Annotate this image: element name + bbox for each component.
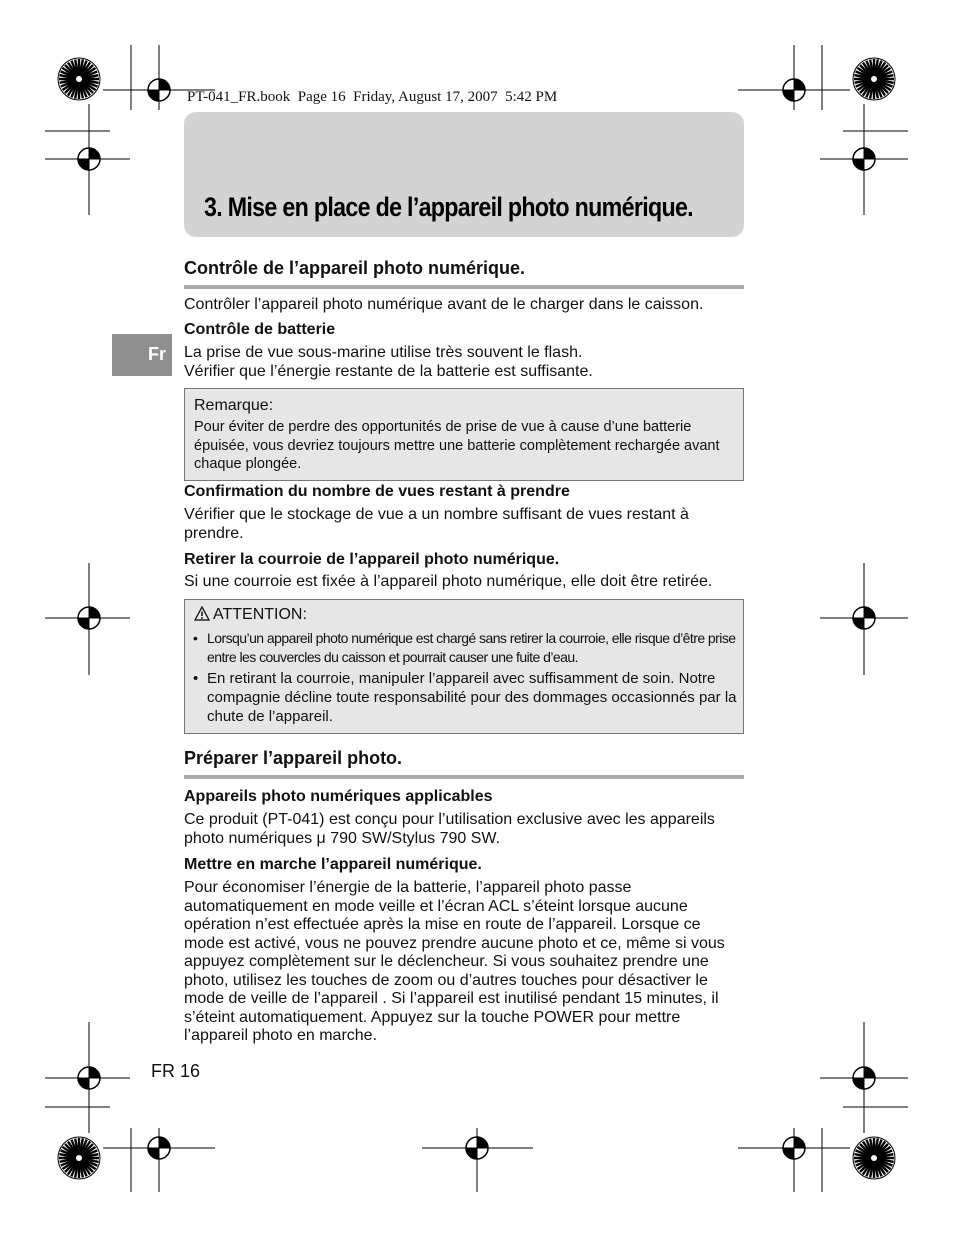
section-rule <box>184 285 744 289</box>
section-heading: Contrôle de l’appareil photo numérique. <box>184 258 526 278</box>
attention-bullet-text: En retirant la courroie, manipuler l’appareil avec suffisamment de soin. Notre compagnie décline toute responsabilité pour des dommages occasionnés par la chute de l’appareil. <box>207 670 737 725</box>
warning-icon <box>194 606 210 621</box>
attention-box <box>184 599 744 734</box>
chapter-title: 3. Mise en place de l’appareil photo numérique. <box>204 192 693 222</box>
bullet-dot: • <box>193 670 199 687</box>
language-tab-label: Fr <box>148 344 166 364</box>
attention-bullet-text: Lorsqu’un appareil photo numérique est chargé sans retirer la courroie, elle risque d’être prise entre les couvercles du caisson et pourrait causer une fuite d’eau. <box>207 630 736 665</box>
shots-text: Vérifier que le stockage de vue a un nombre suffisant de vues restant à prendre. <box>184 506 689 542</box>
section-heading: Préparer l’appareil photo. <box>184 748 403 768</box>
section-rule <box>184 775 744 779</box>
remark-box <box>184 388 744 481</box>
page-number: FR 16 <box>151 1061 201 1081</box>
book-header: PT-041_FR.book Page 16 Friday, August 17, 2007 5:42 PM <box>187 89 558 105</box>
attention-label: ATTENTION: <box>213 606 307 623</box>
attention-header <box>194 606 307 624</box>
remark-text: Pour éviter de perdre des opportunités de prise de vue à cause d’une batterie épuisée, vous devriez toujours mettre une batterie complètement rechargée avant chaque plongée. <box>194 419 720 472</box>
subsection-heading-strap: Retirer la courroie de l’appareil photo numérique. <box>184 551 560 568</box>
subsection-heading-battery: Contrôle de batterie <box>184 321 336 338</box>
section-intro: Contrôler l’appareil photo numérique avant de le charger dans le caisson. <box>184 296 704 313</box>
power-text: Pour économiser l’énergie de la batterie, l’appareil photo passe automatiquement en mode veille et l’écran ACL s’éteint lorsque aucune opération n’est effectuée après la mise en route de l’appareil. Lorsque ce mode est activé, vous ne pouvez prendre aucune photo et ce, même si vous appuyez complètement sur le déclencheur. Si vous souhaitez prendre une photo, utilisez les touches de zoom ou d’autres touches pour désactiver le mode de veille de l’appareil . Si l’appareil est inutilisé pendant 15 minutes, il s’éteint automatiquement. Appuyez sur la touche POWER pour mettre l’appareil photo en marche. <box>184 879 725 1044</box>
language-tab <box>112 334 172 376</box>
battery-line-1: La prise de vue sous-marine utilise très souvent le flash. <box>184 344 583 361</box>
subsection-heading-power: Mettre en marche l’appareil numérique. <box>184 856 482 873</box>
subsection-heading-shots: Confirmation du nombre de vues restant à prendre <box>184 483 570 500</box>
chapter-banner <box>184 112 744 237</box>
cameras-text: Ce produit (PT-041) est conçu pour l’utilisation exclusive avec les appareils photo numériques μ 790 SW/Stylus 790 SW. <box>184 811 715 847</box>
remark-label: Remarque: <box>194 397 274 414</box>
battery-line-2: Vérifier que l’énergie restante de la batterie est suffisante. <box>184 363 593 380</box>
bullet-dot: • <box>193 630 198 646</box>
subsection-heading-cameras: Appareils photo numériques applicables <box>184 788 493 805</box>
strap-text: Si une courroie est fixée à l’appareil photo numérique, elle doit être retirée. <box>184 573 713 590</box>
